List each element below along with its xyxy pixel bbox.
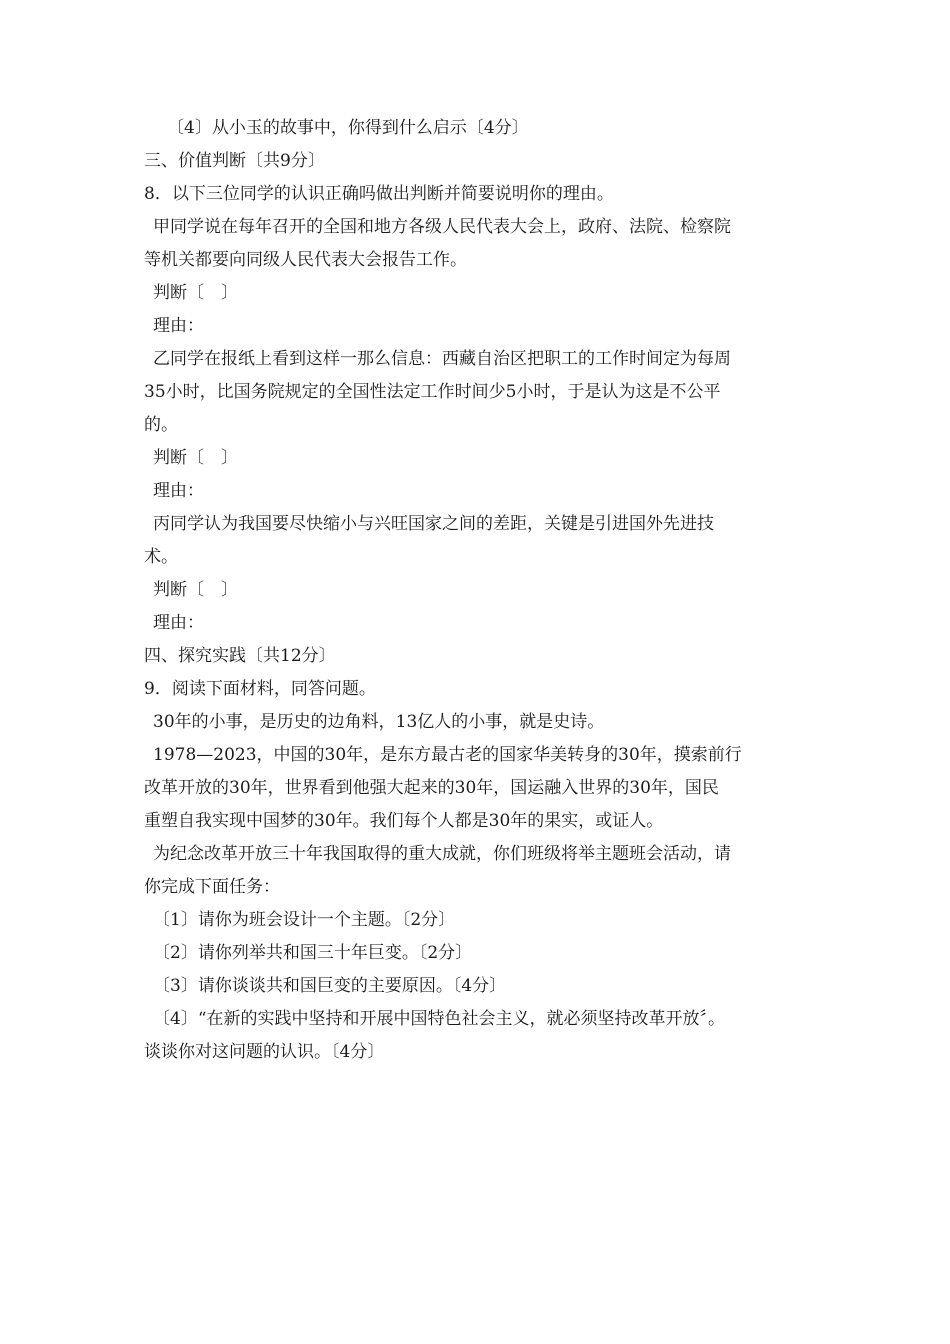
task-4-line-2: 谈谈你对这问题的认识。〔4分〕: [144, 1042, 385, 1062]
q7-part4: 〔4〕从小玉的故事中，你得到什么启示〔4分〕: [167, 118, 529, 138]
task-1: 〔1〕请你为班会设计一个主题。〔2分〕: [153, 910, 456, 930]
document-page: [144, 112, 814, 1069]
student-a-text-1: 甲同学说在每年召开的全国和地方各级人民代表大会上，政府、法院、检察院: [153, 217, 731, 237]
task-4-line-1: 〔4〕“在新的实践中坚持和开展中国特色社会主义，就必须坚持改革开放〞。: [153, 1009, 726, 1029]
student-c-judge: 判断〔 〕: [153, 580, 238, 600]
student-b-reason: 理由：: [153, 481, 204, 501]
q9-prompt: 9．阅读下面材料，同答问题。: [144, 679, 376, 699]
student-b-text-1: 乙同学在报纸上看到这样一那么信息：西藏自治区把职工的工作时间定为每周: [153, 349, 731, 369]
section4-title: 四、探究实践〔共12分〕: [144, 646, 336, 666]
student-a-text-2: 等机关都要向同级人民代表大会报告工作。: [144, 250, 467, 270]
student-b-text-3: 的。: [144, 415, 178, 435]
material-paragraph-2-line-1: 1978—2023，中国的30年，是东方最古老的国家华美转身的30年，摸索前行: [153, 745, 742, 765]
material-paragraph-2-line-2: 改革开放的30年，世界看到他强大起来的30年，国运融入世界的30年，国民: [144, 778, 719, 798]
task-2: 〔2〕请你列举共和国三十年巨变。〔2分〕: [153, 943, 473, 963]
material-paragraph-2-line-3: 重塑自我实现中国梦的30年。我们每个人都是30年的果实，或证人。: [144, 811, 664, 831]
q8-prompt: 8．以下三位同学的认识正确吗做出判断并简要说明你的理由。: [144, 184, 614, 204]
material-paragraph-1: 30年的小事，是历史的边角料，13亿人的小事，就是史诗。: [153, 712, 605, 732]
task-intro-line-1: 为纪念改革开放三十年我国取得的重大成就，你们班级将举主题班会活动，请: [153, 844, 731, 864]
student-a-judge: 判断〔 〕: [153, 283, 238, 303]
task-intro-line-2: 你完成下面任务：: [144, 877, 280, 897]
student-b-text-2: 35小时，比国务院规定的全国性法定工作时间少5小时，于是认为这是不公平: [144, 382, 721, 402]
student-c-text-2: 术。: [144, 547, 178, 567]
student-a-reason: 理由：: [153, 316, 204, 336]
student-b-judge: 判断〔 〕: [153, 448, 238, 468]
student-c-text-1: 丙同学认为我国要尽快缩小与兴旺国家之间的差距，关键是引进国外先进技: [153, 514, 714, 534]
student-c-reason: 理由：: [153, 613, 204, 633]
section3-title: 三、价值判断〔共9分〕: [144, 151, 325, 171]
task-3: 〔3〕请你谈谈共和国巨变的主要原因。〔4分〕: [153, 976, 507, 996]
